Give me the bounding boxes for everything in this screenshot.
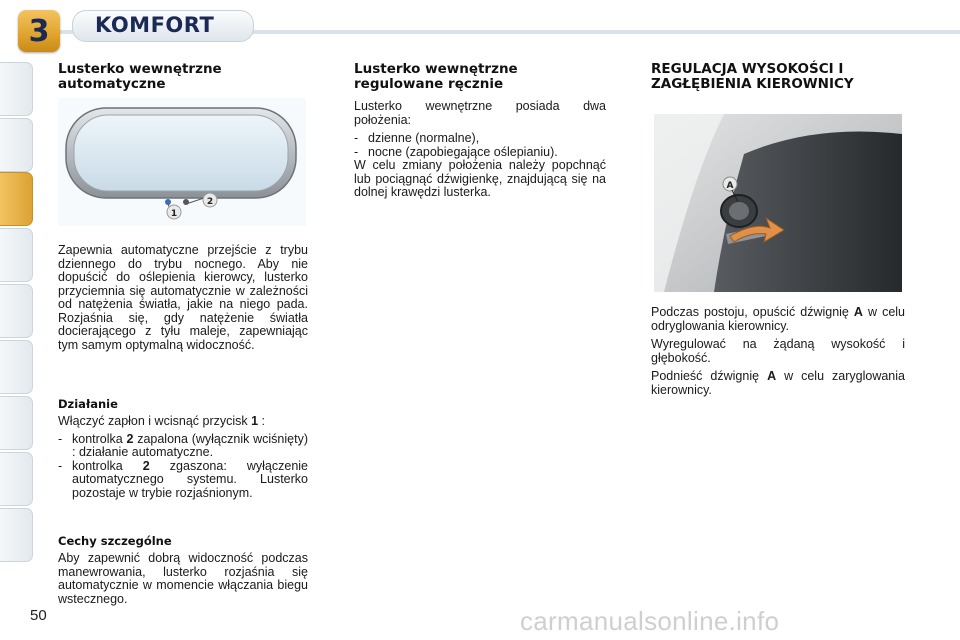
list-item-text [72, 460, 308, 501]
step-1-pre: Podczas postoju, opuścić dźwignię [651, 305, 854, 319]
section-title: Lusterko wewnętrzne automatyczne [58, 61, 222, 92]
page-header [0, 0, 960, 49]
chapter-number: 3 [28, 13, 50, 49]
page-number: 50 [30, 607, 47, 624]
manual-mirror-outro: W celu zmiany położenia należy popchnąć lub pociągnąć dźwigienkę, znajdującą się na dolnej krawędzi lusterka. [354, 158, 606, 199]
side-tab[interactable] [0, 62, 33, 116]
watermark: carmanualsonline.info [520, 606, 780, 636]
side-tab[interactable] [0, 452, 33, 506]
list-dash: - [58, 431, 63, 446]
column-manual-mirror [354, 62, 606, 200]
side-tab[interactable] [0, 508, 33, 562]
operation-section [58, 397, 308, 500]
steering-step-1 [651, 306, 905, 333]
section-title: REGULACJA WYSOKOŚCI I ZAGŁĘBIENIA KIEROWNICY [651, 61, 854, 92]
steering-adjust-body [651, 306, 905, 397]
list-item [58, 433, 308, 460]
list-item [58, 460, 308, 501]
chapter-number-badge [18, 10, 60, 52]
step-3-lever-ref: A [767, 369, 777, 383]
item-post: zapalona (wyłącznik wciśnięty) : działanie automatyczne. [72, 431, 308, 459]
operation-lead-text: Włączyć zapłon i wcisnąć przycisk [58, 414, 248, 428]
item-pre: kontrolka [72, 458, 143, 473]
side-tab[interactable] [0, 396, 33, 450]
figure-label-a: A [726, 181, 734, 191]
step-3-pre: Podnieść dźwignię [651, 369, 768, 383]
list-dash: - [58, 458, 63, 473]
step-1-post: w celu odryglowania kierownicy. [651, 305, 905, 333]
steering-lever-image [654, 114, 902, 292]
steering-column-illustration [654, 114, 902, 292]
chapter-title: KOMFORT [95, 13, 215, 37]
column-auto-mirror [58, 62, 310, 92]
mirror-illustration [58, 98, 306, 226]
chapter-side-tabs [0, 62, 34, 582]
special-heading: Cechy szczególne [58, 534, 172, 548]
side-tab[interactable] [0, 228, 33, 282]
manual-mirror-intro: Lusterko wewnętrzne posiada dwa położenia: [354, 99, 606, 127]
figure-label-2: 2 [206, 197, 214, 207]
steering-step-3 [651, 370, 905, 397]
step-1-lever-ref: A [853, 305, 863, 319]
operation-lead [58, 415, 308, 429]
item-bold: 2 [126, 431, 134, 446]
list-item [354, 146, 606, 160]
list-item-text: nocne (zapobiegające oślepianiu). [368, 144, 558, 159]
rearview-mirror-image [58, 98, 306, 226]
special-section [58, 534, 308, 606]
operation-lead-button-ref: 1 [251, 414, 259, 428]
auto-mirror-intro: Zapewnia automatyczne przejście z trybu dziennego do trybu nocnego. Aby nie dopuścić do oślepienia kierowcy, lusterko przyciemnia się automatycznie w zależności od natężenia światła, jakie na niego pada. Rozjaśnia się, gdy natężenie światła docierającego z tyłu maleje, zapewniając tym samym optymalną widoczność. [58, 243, 308, 352]
operation-lead-end: : [258, 414, 266, 428]
list-dash: - [354, 144, 359, 159]
special-text: Aby zapewnić dobrą widoczność podczas manewrowania, lusterko rozjaśnia się automatycznie w momencie włączania biegu wstecznego. [58, 551, 308, 606]
side-tab-active[interactable] [0, 172, 33, 226]
list-dash: - [354, 131, 359, 145]
figure-label-1: 1 [170, 209, 178, 219]
operation-heading: Działanie [58, 397, 118, 411]
list-item [354, 132, 606, 146]
side-tab[interactable] [0, 284, 33, 338]
step-3-post: w celu zaryglowania kierownicy. [651, 369, 905, 397]
side-tab[interactable] [0, 340, 33, 394]
steering-step-2: Wyregulować na żądaną wysokość i głębokość. [651, 337, 905, 365]
section-title: Lusterko wewnętrzne regulowane ręcznie [354, 61, 518, 92]
list-item-text [72, 433, 308, 460]
column-steering-adjust [651, 62, 907, 92]
item-pre: kontrolka [72, 431, 127, 446]
side-tab[interactable] [0, 118, 33, 172]
item-post: zgaszona: wyłączenie automatycznego systemu. Lusterko pozostaje w trybie rozjaśnionym. [72, 458, 308, 500]
list-item-text: dzienne (normalne), [368, 131, 480, 145]
item-bold: 2 [142, 458, 150, 473]
auto-mirror-body [58, 244, 308, 352]
